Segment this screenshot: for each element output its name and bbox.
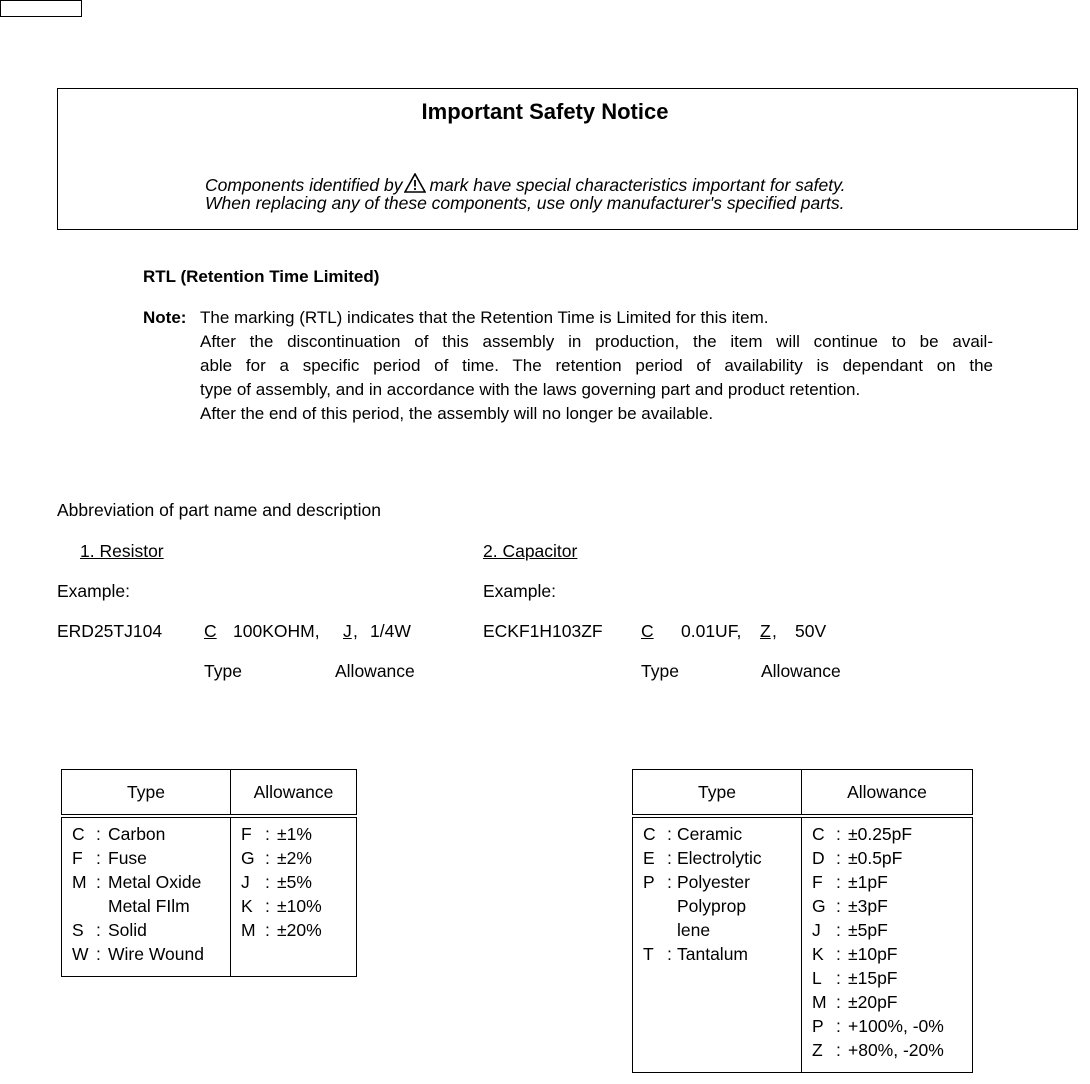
allowance-sep: : xyxy=(836,968,841,988)
type-code xyxy=(643,918,667,942)
type-sep: : xyxy=(96,920,101,940)
list-item xyxy=(643,846,793,870)
safety-notice-title: Important Safety Notice xyxy=(421,99,669,124)
type-name: Wire Wound xyxy=(108,944,204,964)
list-item xyxy=(241,846,348,870)
allowance-sep: : xyxy=(836,944,841,964)
allowance-code: C xyxy=(812,824,825,844)
allowance-sep: : xyxy=(836,896,841,916)
type-sep: : xyxy=(667,824,672,844)
resistor-type-cell xyxy=(62,816,231,977)
allowance-code: L xyxy=(812,968,822,988)
allowance-value: ±20pF xyxy=(848,992,898,1012)
type-code: M xyxy=(72,872,87,892)
rtl-title: RTL (Retention Time Limited) xyxy=(143,267,380,286)
capacitor-table-type-header: Type xyxy=(633,770,802,817)
allowance-sep: : xyxy=(836,1040,841,1060)
allowance-value: ±1% xyxy=(277,824,312,844)
list-item xyxy=(72,822,222,846)
allowance-code: D xyxy=(812,848,825,868)
list-item xyxy=(812,966,964,990)
list-item xyxy=(812,1014,964,1038)
resistor-allowance-cell xyxy=(231,816,357,977)
rtl-note-label: Note: xyxy=(143,308,187,327)
list-item xyxy=(241,870,348,894)
type-name: Polyprop xyxy=(677,896,747,916)
list-item xyxy=(241,822,348,846)
list-item xyxy=(812,870,964,894)
type-name: Polyester xyxy=(677,872,750,892)
capacitor-type-cell xyxy=(633,816,802,1073)
list-item xyxy=(812,990,964,1014)
type-code: C xyxy=(643,824,656,844)
allowance-sep: : xyxy=(836,848,841,868)
allowance-code: J xyxy=(241,872,250,892)
list-item xyxy=(812,822,964,846)
capacitor-allowance-label: Allowance xyxy=(761,661,841,681)
type-code xyxy=(643,894,667,918)
allowance-sep: : xyxy=(836,920,841,940)
type-name: Ceramic xyxy=(677,824,743,844)
allowance-sep: : xyxy=(265,896,270,916)
allowance-code: K xyxy=(241,896,253,916)
list-item xyxy=(643,822,793,846)
type-sep xyxy=(96,894,108,918)
resistor-table-allowance-header: Allowance xyxy=(231,770,357,817)
capacitor-example-label: Example: xyxy=(483,581,556,601)
type-sep: : xyxy=(96,824,101,844)
resistor-rating: 1/4W xyxy=(370,621,411,641)
corner-frame xyxy=(0,0,82,17)
list-item xyxy=(72,870,222,894)
resistor-allowance-label: Allowance xyxy=(335,661,415,681)
list-item xyxy=(812,942,964,966)
rtl-note-line: After the end of this period, the assembly will no longer be available. xyxy=(200,404,714,423)
resistor-table-type-header: Type xyxy=(62,770,231,817)
capacitor-table-allowance-header: Allowance xyxy=(802,770,973,817)
type-name: Carbon xyxy=(108,824,166,844)
allowance-value: +100%, -0% xyxy=(848,1016,944,1036)
allowance-sep: : xyxy=(836,824,841,844)
list-item xyxy=(72,918,222,942)
type-sep: : xyxy=(96,848,101,868)
list-item xyxy=(643,918,793,942)
capacitor-legend-table xyxy=(632,769,973,1073)
resistor-type-list xyxy=(62,818,230,974)
type-sep xyxy=(667,918,677,942)
rtl-note-line: After the discontinuation of this assembly in production, the item will continue to be avail- xyxy=(200,332,993,351)
type-sep: : xyxy=(96,944,101,964)
allowance-value: ±15pF xyxy=(848,968,898,988)
list-item xyxy=(812,1038,964,1062)
type-name: lene xyxy=(677,920,711,940)
list-item xyxy=(241,918,348,942)
type-sep: : xyxy=(667,944,672,964)
list-item xyxy=(812,894,964,918)
rtl-note-line: type of assembly, and in accordance with the laws governing part and product retention. xyxy=(200,380,861,399)
type-code: C xyxy=(72,824,85,844)
type-sep: : xyxy=(667,848,672,868)
list-item xyxy=(812,918,964,942)
allowance-code: M xyxy=(812,992,827,1012)
allowance-code: Z xyxy=(812,1040,823,1060)
capacitor-part-number: ECKF1H103ZF xyxy=(483,621,603,641)
capacitor-value: 0.01UF, xyxy=(681,621,742,641)
capacitor-type-label: Type xyxy=(641,661,679,681)
allowance-sep: : xyxy=(265,872,270,892)
type-sep: : xyxy=(667,872,672,892)
capacitor-section-title: 2. Capacitor xyxy=(483,541,578,561)
type-sep xyxy=(667,894,677,918)
allowance-sep: : xyxy=(265,848,270,868)
type-code: W xyxy=(72,944,89,964)
capacitor-type-code: C xyxy=(641,621,654,641)
list-item xyxy=(643,870,793,894)
allowance-sep: : xyxy=(836,992,841,1012)
allowance-code: F xyxy=(241,824,252,844)
resistor-allowance-list xyxy=(231,818,356,950)
type-name: Electrolytic xyxy=(677,848,762,868)
allowance-sep: : xyxy=(265,824,270,844)
allowance-code: P xyxy=(812,1016,824,1036)
resistor-type-code: C xyxy=(204,621,217,641)
allowance-value: ±5% xyxy=(277,872,312,892)
resistor-legend-table xyxy=(61,769,357,977)
type-sep: : xyxy=(96,872,101,892)
resistor-example-label: Example: xyxy=(57,581,130,601)
type-code: T xyxy=(643,944,654,964)
allowance-value: ±3pF xyxy=(848,896,888,916)
capacitor-rating: 50V xyxy=(795,621,827,641)
type-name: Metal Oxide xyxy=(108,872,202,892)
type-code: S xyxy=(72,920,84,940)
capacitor-separator: , xyxy=(772,621,777,641)
allowance-value: ±5pF xyxy=(848,920,888,940)
capacitor-type-list xyxy=(633,818,801,974)
list-item xyxy=(72,942,222,966)
allowance-value: ±2% xyxy=(277,848,312,868)
allowance-value: ±20% xyxy=(277,920,322,940)
capacitor-allowance-list xyxy=(802,818,972,1070)
type-name: Fuse xyxy=(108,848,147,868)
allowance-sep: : xyxy=(265,920,270,940)
resistor-separator: , xyxy=(353,621,358,641)
allowance-value: ±0.25pF xyxy=(848,824,913,844)
type-code: E xyxy=(643,848,655,868)
resistor-section-title: 1. Resistor xyxy=(80,541,164,561)
allowance-value: +80%, -20% xyxy=(848,1040,944,1060)
abbreviation-heading: Abbreviation of part name and description xyxy=(57,500,381,520)
resistor-part-number: ERD25TJ104 xyxy=(57,621,163,641)
list-item xyxy=(241,894,348,918)
safety-notice-line-2: When replacing any of these components, use only manufacturer's specified parts. xyxy=(205,193,845,213)
allowance-value: ±10pF xyxy=(848,944,898,964)
safety-notice-line-1-end: mark have special characteristics important for safety. xyxy=(429,175,846,195)
capacitor-allowance-cell xyxy=(802,816,973,1073)
type-name: Metal FIlm xyxy=(108,896,190,916)
allowance-code: G xyxy=(812,896,826,916)
rtl-note-line: The marking (RTL) indicates that the Retention Time is Limited for this item. xyxy=(200,308,769,327)
capacitor-allowance-code: Z xyxy=(760,621,771,641)
allowance-code: F xyxy=(812,872,823,892)
list-item xyxy=(643,942,793,966)
type-name: Solid xyxy=(108,920,147,940)
resistor-value: 100KOHM, xyxy=(233,621,320,641)
allowance-code: G xyxy=(241,848,255,868)
rtl-note-line: able for a specific period of time. The retention period of availability is dependant on the xyxy=(200,356,993,375)
allowance-value: ±1pF xyxy=(848,872,888,892)
list-item xyxy=(643,894,793,918)
type-code xyxy=(72,894,96,918)
safety-notice-line-1-start: Components identified by xyxy=(205,175,403,195)
allowance-value: ±0.5pF xyxy=(848,848,903,868)
allowance-sep: : xyxy=(836,1016,841,1036)
allowance-value: ±10% xyxy=(277,896,322,916)
allowance-code: M xyxy=(241,920,256,940)
list-item xyxy=(72,846,222,870)
resistor-type-label: Type xyxy=(204,661,242,681)
list-item xyxy=(812,846,964,870)
type-code: P xyxy=(643,872,655,892)
allowance-code: K xyxy=(812,944,824,964)
allowance-sep: : xyxy=(836,872,841,892)
type-name: Tantalum xyxy=(677,944,749,964)
list-item xyxy=(72,894,222,918)
resistor-allowance-code: J xyxy=(343,621,352,641)
allowance-code: J xyxy=(812,920,821,940)
type-code: F xyxy=(72,848,83,868)
